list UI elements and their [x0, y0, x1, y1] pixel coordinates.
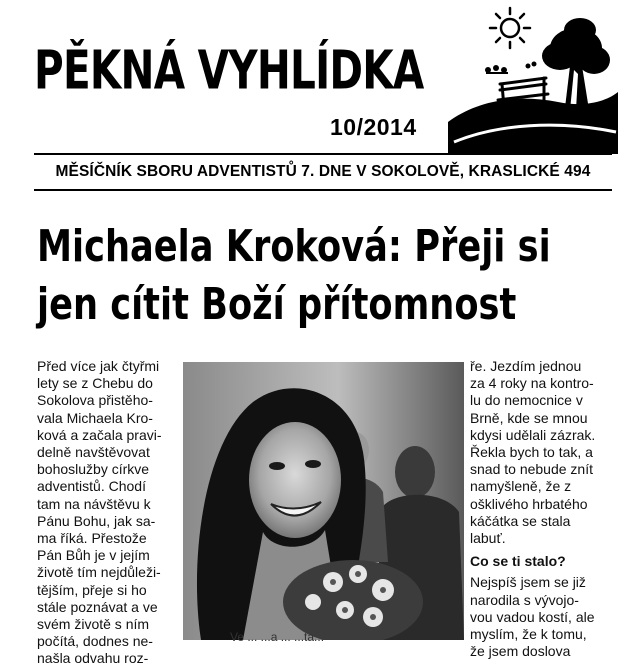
text-line: Před více jak čtyřmi [37, 358, 160, 374]
text-line: káčátka se stala [470, 512, 571, 529]
text-line: ře. Jezdím jednou [470, 358, 582, 374]
text-line: ošklivého hrbatého [470, 495, 588, 512]
text-line: namyšleně, že z [470, 478, 572, 495]
article-left-column [37, 358, 179, 668]
text-line: Pán Bůh je v jejím [37, 547, 150, 564]
issue-number: 10/2014 [330, 114, 417, 140]
headline-line: Michaela Kroková: Přeji si [37, 221, 551, 272]
text-line: tam na návštěvu k [37, 495, 151, 512]
text-line: Řekla bych to tak, a [470, 444, 593, 461]
text-line: tějším, přeje si ho [37, 581, 147, 598]
masthead-subtitle: MĚSÍČNÍK SBORU ADVENTISTŮ 7. DNE V SOKOLOVĚ, KRASLICKÉ 494 [55, 163, 591, 180]
text-line: kdysi udělali zázrak. [470, 426, 596, 443]
sun-icon [490, 8, 530, 48]
text-line: Pánu Bohu, jak sa- [37, 512, 156, 529]
interview-question: Co se ti stalo? [470, 553, 566, 570]
text-line: Brně, kde se mnou [470, 409, 588, 426]
text-line: lu do nemocnice v [470, 392, 583, 409]
article-headline [37, 218, 551, 334]
text-line: bohoslužby církve [37, 461, 150, 478]
text-line: delně navštěvovat [37, 444, 150, 461]
article-photo [183, 362, 464, 640]
text-line: ková a začala pravi- [37, 426, 162, 443]
text-line: labuť. [470, 530, 506, 547]
photo-caption-cut: Ve ... ...a ... ...ta... [230, 630, 325, 644]
text-line: snad to nebude znít [470, 461, 593, 478]
text-line: našla odvahu roz- [37, 650, 149, 667]
text-line: že jsem doslova [470, 643, 571, 660]
text-line: životě tím nejdůleži- [37, 564, 161, 581]
text-line: Nejspíš jsem se již [470, 574, 586, 591]
text-line: narodila s vývojo- [470, 591, 579, 608]
text-line: vou vadou kostí, ale [470, 608, 595, 625]
text-line: počítá, dodnes ne- [37, 633, 153, 650]
article-right-column [470, 358, 610, 660]
headline-line: jen cítit Boží přítomnost [37, 279, 517, 330]
text-line: adventistů. Chodí [37, 478, 146, 495]
text-line: lety se z Chebu do [37, 375, 153, 392]
text-line: za 4 roky na kontro- [470, 375, 594, 392]
text-line: svém životě s ním [37, 616, 150, 633]
text-line: stále poznávat a ve [37, 598, 158, 615]
masthead-title: PĚKNÁ VYHLÍDKA [34, 40, 424, 102]
text-line: vala Michaela Kro- [37, 409, 153, 426]
masthead-rule-bottom [34, 189, 612, 191]
text-line: ma říká. Přestože [37, 530, 147, 547]
text-line: Sokolova přistěho- [37, 392, 153, 409]
park-bench-tree-sun-icon [448, 4, 618, 154]
text-line: myslím, že k tomu, [470, 626, 587, 643]
